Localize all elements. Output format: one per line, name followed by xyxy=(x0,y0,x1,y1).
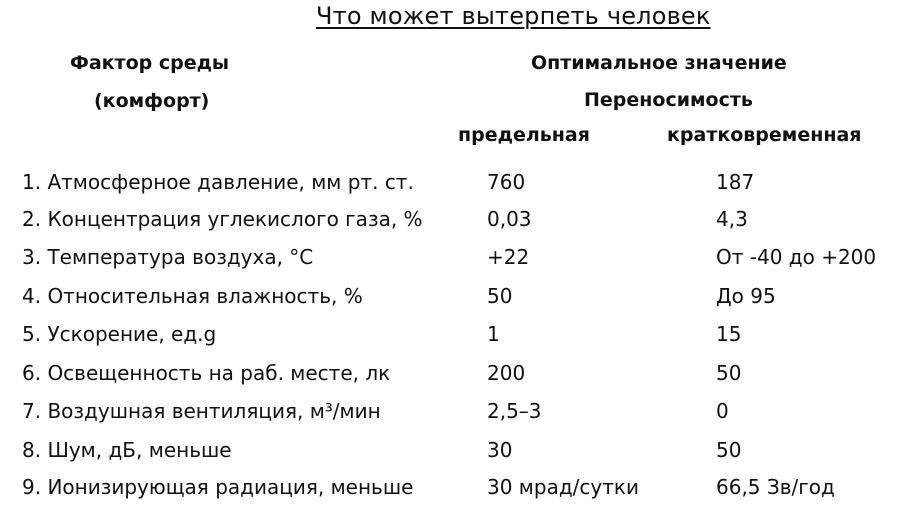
factor-cell: 9. Ионизирующая радиация, меньше xyxy=(22,475,414,499)
table-row xyxy=(0,284,900,320)
limit-cell: 30 мрад/сутки xyxy=(487,475,639,499)
short-term-cell: 0 xyxy=(716,399,729,423)
header-optimal-value: Оптимальное значение xyxy=(531,52,787,74)
table-row xyxy=(0,322,900,358)
short-term-cell: От -40 до +200 xyxy=(716,245,877,269)
limit-cell: 200 xyxy=(487,361,526,385)
limit-cell: 1 xyxy=(487,322,500,346)
short-term-cell: 50 xyxy=(716,438,742,462)
table-row xyxy=(0,207,900,243)
factor-cell: 5. Ускорение, ед.g xyxy=(22,322,217,346)
header-short-term: кратковременная xyxy=(667,124,862,146)
factor-cell: 4. Относительная влажность, % xyxy=(22,284,363,308)
short-term-cell: 187 xyxy=(716,170,755,194)
short-term-cell: До 95 xyxy=(716,284,776,308)
short-term-cell: 15 xyxy=(716,322,742,346)
header-tolerance: Переносимость xyxy=(584,89,753,111)
factor-cell: 7. Воздушная вентиляция, м³/мин xyxy=(22,399,381,423)
page-title: Что может вытерпеть человек xyxy=(316,2,711,30)
limit-cell: +22 xyxy=(487,245,530,269)
limit-cell: 2,5–3 xyxy=(487,399,542,423)
factor-cell: 2. Концентрация углекислого газа, % xyxy=(22,207,423,231)
short-term-cell: 50 xyxy=(716,361,742,385)
factor-cell: 3. Температура воздуха, °С xyxy=(22,245,314,269)
limit-cell: 0,03 xyxy=(487,207,532,231)
header-comfort: (комфорт) xyxy=(94,90,210,112)
factor-cell: 6. Освещенность на раб. месте, лк xyxy=(22,361,391,385)
header-factor: Фактор среды xyxy=(70,52,230,74)
limit-cell: 30 xyxy=(487,438,513,462)
table-row xyxy=(0,475,900,511)
table-row xyxy=(0,361,900,397)
factor-cell: 8. Шум, дБ, меньше xyxy=(22,438,232,462)
limit-cell: 760 xyxy=(487,170,526,194)
table-row xyxy=(0,245,900,281)
factor-cell: 1. Атмосферное давление, мм рт. ст. xyxy=(22,170,414,194)
table-row xyxy=(0,399,900,435)
short-term-cell: 4,3 xyxy=(716,207,748,231)
table-row xyxy=(0,438,900,474)
table-row xyxy=(0,170,900,206)
short-term-cell: 66,5 Зв/год xyxy=(716,475,835,499)
header-limit: предельная xyxy=(458,124,590,146)
limit-cell: 50 xyxy=(487,284,513,308)
